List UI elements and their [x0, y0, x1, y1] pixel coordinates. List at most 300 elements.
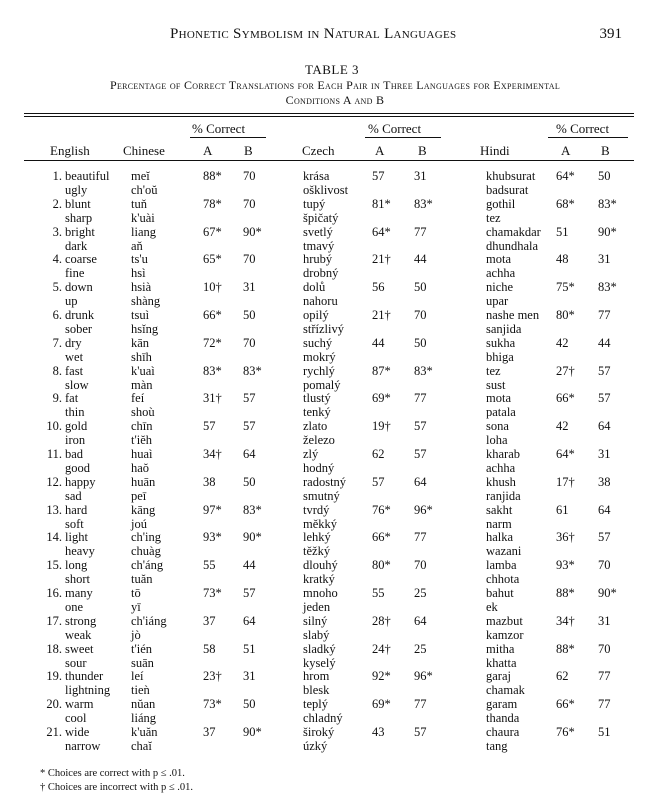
- row-number: 7.: [52, 335, 62, 350]
- chinese-word: k'uaì: [131, 363, 155, 378]
- chinese-word: feí: [131, 391, 145, 406]
- english-word: cool: [65, 711, 87, 726]
- hindi-a-value: 27†: [556, 363, 575, 378]
- hindi-b-value: 38: [598, 474, 611, 489]
- czech-word: dolů: [303, 280, 326, 295]
- hindi-word: garam: [486, 697, 518, 712]
- chinese-b-value: 70: [243, 335, 256, 350]
- chinese-word: haŏ: [131, 460, 150, 475]
- czech-word: blesk: [303, 683, 330, 698]
- chinese-a-header: A: [203, 143, 213, 158]
- hindi-word: chaura: [486, 724, 520, 739]
- chinese-word: yī: [131, 599, 141, 614]
- chinese-word: ch'ing: [131, 530, 162, 545]
- czech-a-value: 80*: [372, 558, 391, 573]
- hindi-b-value: 70: [598, 641, 611, 656]
- hindi-word: khubsurat: [486, 169, 536, 183]
- hindi-b-value: 31: [598, 252, 611, 267]
- czech-word: sladký: [303, 641, 336, 656]
- chinese-word: hsì: [131, 266, 146, 281]
- footnote-correct: * Choices are correct with p ≤ .01.: [40, 768, 185, 779]
- chinese-word: peī: [131, 488, 147, 503]
- czech-word: zlý: [303, 446, 319, 461]
- czech-a-value: 28†: [372, 613, 391, 628]
- row-number: 10.: [46, 419, 62, 434]
- footnote-incorrect: † Choices are incorrect with p ≤ .01.: [40, 782, 194, 793]
- table-row: [0, 643, 664, 671]
- table-top-rule: [24, 113, 634, 114]
- chinese-word: kān: [131, 335, 150, 350]
- running-head: [0, 26, 664, 48]
- chinese-word: chīn: [131, 419, 153, 434]
- english-word: heavy: [65, 544, 95, 559]
- chinese-b-value: 70: [243, 169, 256, 183]
- hindi-a-value: 93*: [556, 558, 575, 573]
- english-word: long: [65, 558, 88, 573]
- chinese-word: tuăn: [131, 572, 153, 587]
- english-word: dark: [65, 238, 88, 253]
- hindi-word: sakht: [486, 502, 513, 517]
- table-label: TABLE 3: [304, 62, 360, 77]
- hindi-word: khush: [486, 474, 516, 489]
- table-row: [0, 559, 664, 587]
- czech-word: tvrdý: [303, 502, 330, 517]
- english-word: coarse: [65, 252, 97, 267]
- czech-word: opilý: [303, 307, 329, 322]
- english-word: narrow: [65, 738, 101, 753]
- chinese-word: liang: [131, 224, 156, 239]
- hindi-a-value: 17†: [556, 474, 575, 489]
- hindi-b-value: 77: [598, 669, 611, 684]
- chinese-b-value: 83*: [243, 363, 262, 378]
- hindi-word: sust: [486, 377, 506, 392]
- chinese-word: chaĭ: [131, 738, 152, 753]
- hindi-word: narm: [486, 516, 512, 531]
- table-row: [0, 253, 664, 281]
- table-row: [0, 170, 664, 198]
- czech-a-value: 66*: [372, 530, 391, 545]
- hindi-a-value: 68*: [556, 196, 575, 211]
- chinese-a-value: 34†: [203, 446, 222, 461]
- chinese-b-value: 44: [243, 558, 256, 573]
- hindi-a-value: 64*: [556, 446, 575, 461]
- czech-a-value: 76*: [372, 502, 391, 517]
- table-row: [0, 587, 664, 615]
- czech-a-value: 55: [372, 585, 385, 600]
- chinese-word: leí: [131, 669, 144, 684]
- chinese-a-value: 10†: [203, 280, 222, 295]
- table-row: [0, 365, 664, 393]
- chinese-word: jò: [131, 627, 141, 642]
- chinese-b-value: 83*: [243, 502, 262, 517]
- english-word: wide: [65, 724, 90, 739]
- english-word: many: [65, 585, 93, 600]
- row-number: 3.: [52, 224, 62, 239]
- row-number: 18.: [46, 641, 62, 656]
- chinese-word: k'uài: [131, 210, 155, 225]
- english-word: bright: [65, 224, 95, 239]
- chinese-b-value: 50: [243, 307, 256, 322]
- hindi-word: mazbut: [486, 613, 523, 628]
- czech-b-value: 25: [414, 641, 427, 656]
- chinese-b-value: 64: [243, 613, 256, 628]
- english-word: sharp: [65, 210, 93, 225]
- hindi-word: chamak: [486, 683, 525, 698]
- czech-word: radostný: [303, 474, 347, 489]
- chinese-a-value: 58: [203, 641, 216, 656]
- header-rule: [24, 160, 634, 161]
- hindi-word: kharab: [486, 446, 521, 461]
- chinese-a-value: 57: [203, 419, 216, 434]
- table-row: [0, 531, 664, 559]
- hindi-b-value: 50: [598, 169, 611, 183]
- hindi-word: sanjida: [486, 321, 522, 336]
- czech-word: kratký: [303, 572, 335, 587]
- hindi-word: chamakdar: [486, 224, 541, 239]
- chinese-word: joú: [131, 516, 147, 531]
- row-number: 14.: [46, 530, 62, 545]
- row-number: 4.: [52, 252, 62, 267]
- hindi-b-value: 77: [598, 697, 611, 712]
- table-row: [0, 420, 664, 448]
- hindi-column-header: Hindi: [480, 143, 510, 158]
- czech-b-value: 77: [414, 224, 427, 239]
- hindi-word: thanda: [486, 711, 520, 726]
- chinese-word: shàng: [131, 294, 161, 309]
- chinese-word: chuàg: [131, 544, 161, 559]
- chinese-word: ch'áng: [131, 558, 164, 573]
- czech-b-value: 57: [414, 446, 427, 461]
- chinese-a-value: 73*: [203, 697, 222, 712]
- czech-word: měkký: [303, 516, 338, 531]
- running-head-title: Phonetic Symbolism in Natural Languages: [170, 26, 457, 42]
- czech-b-value: 25: [414, 585, 427, 600]
- hindi-b-value: 83*: [598, 280, 617, 295]
- hindi-a-value: 75*: [556, 280, 575, 295]
- hindi-word: tez: [486, 363, 501, 378]
- row-number: 13.: [46, 502, 62, 517]
- english-word: sad: [65, 488, 82, 503]
- english-word: down: [65, 280, 93, 295]
- table-row: [0, 198, 664, 226]
- hindi-a-value: 42: [556, 335, 569, 350]
- czech-b-value: 77: [414, 391, 427, 406]
- hindi-word: achha: [486, 266, 516, 281]
- chinese-a-value: 83*: [203, 363, 222, 378]
- hindi-word: chhota: [486, 572, 520, 587]
- czech-word: teplý: [303, 697, 328, 712]
- table-row: [0, 448, 664, 476]
- table-row: [0, 726, 664, 754]
- czech-b-value: 64: [414, 613, 427, 628]
- czech-word: kyselý: [303, 655, 336, 670]
- czech-b-value: 50: [414, 280, 427, 295]
- czech-b-value: 96*: [414, 502, 433, 517]
- chinese-word: màn: [131, 377, 153, 392]
- hindi-word: badsurat: [486, 183, 529, 197]
- hindi-word: sona: [486, 419, 509, 434]
- chinese-a-value: 72*: [203, 335, 222, 350]
- hindi-b-value: 57: [598, 391, 611, 406]
- row-number: 20.: [46, 697, 62, 712]
- english-word: thin: [65, 405, 85, 420]
- chinese-word: tō: [131, 585, 141, 600]
- czech-word: špičatý: [303, 210, 339, 225]
- czech-a-value: 57: [372, 169, 385, 183]
- english-word: beautiful: [65, 169, 110, 183]
- english-column-header: English: [50, 143, 90, 158]
- hindi-word: mota: [486, 391, 511, 406]
- czech-a-value: 44: [372, 335, 385, 350]
- czech-a-value: 56: [372, 280, 385, 295]
- chinese-a-value: 23†: [203, 669, 222, 684]
- row-number: 9.: [52, 391, 62, 406]
- chinese-word: k'uăn: [131, 724, 158, 739]
- czech-word: hodný: [303, 460, 335, 475]
- chinese-b-value: 57: [243, 585, 256, 600]
- english-word: fast: [65, 363, 84, 378]
- table-caption-line: Percentage of Correct Translations for Each Pair in Three Languages for Experimental: [109, 78, 561, 92]
- table-row: [0, 337, 664, 365]
- chinese-pct-correct-header: % Correct: [192, 121, 246, 136]
- chinese-b-value: 70: [243, 196, 256, 211]
- hindi-a-value: 80*: [556, 307, 575, 322]
- english-word: short: [65, 572, 90, 587]
- hindi-word: tez: [486, 210, 501, 225]
- english-word: dry: [65, 335, 82, 350]
- chinese-word: kāng: [131, 502, 156, 517]
- hindi-word: sukha: [486, 335, 516, 350]
- chinese-b-value: 51: [243, 641, 256, 656]
- czech-column-header: Czech: [302, 143, 335, 158]
- chinese-word: tsuì: [131, 307, 150, 322]
- english-word: drunk: [65, 307, 95, 322]
- czech-b-value: 70: [414, 558, 427, 573]
- czech-word: zlato: [303, 419, 328, 434]
- hindi-word: ek: [486, 599, 498, 614]
- czech-word: hrubý: [303, 252, 333, 267]
- english-word: wet: [65, 349, 84, 364]
- czech-word: tlustý: [303, 391, 331, 406]
- english-word: strong: [65, 613, 97, 628]
- hindi-word: niche: [486, 280, 514, 295]
- czech-word: široký: [303, 724, 335, 739]
- chinese-word: hsià: [131, 280, 152, 295]
- hindi-word: khatta: [486, 655, 517, 670]
- czech-word: těžký: [303, 544, 331, 559]
- hindi-word: dhundhala: [486, 238, 539, 253]
- row-number: 12.: [46, 474, 62, 489]
- hindi-word: bahut: [486, 585, 514, 600]
- chinese-word: suān: [131, 655, 154, 670]
- hindi-b-value: 64: [598, 419, 611, 434]
- row-number: 6.: [52, 307, 62, 322]
- chinese-word: huān: [131, 474, 156, 489]
- czech-a-value: 81*: [372, 196, 391, 211]
- table-row: [0, 698, 664, 726]
- hindi-b-value: 57: [598, 363, 611, 378]
- chinese-word: ch'oŭ: [131, 183, 158, 197]
- chinese-a-value: 38: [203, 474, 216, 489]
- czech-word: nahoru: [303, 294, 338, 309]
- hindi-b-value: 44: [598, 335, 611, 350]
- table-caption-line: Conditions A and B: [285, 93, 385, 107]
- chinese-a-value: 31†: [203, 391, 222, 406]
- czech-b-value: 64: [414, 474, 427, 489]
- czech-word: pomalý: [303, 377, 341, 392]
- hindi-word: kamzor: [486, 627, 524, 642]
- hindi-a-value: 62: [556, 669, 569, 684]
- czech-word: mnoho: [303, 585, 338, 600]
- hindi-a-value: 48: [556, 252, 569, 267]
- english-word: sweet: [65, 641, 94, 656]
- chinese-a-value: 67*: [203, 224, 222, 239]
- czech-b-value: 57: [414, 419, 427, 434]
- czech-word: dlouhý: [303, 558, 338, 573]
- chinese-word: ts'u: [131, 252, 148, 267]
- chinese-a-value: 97*: [203, 502, 222, 517]
- hindi-word: achha: [486, 460, 516, 475]
- hindi-b-header: B: [601, 143, 610, 158]
- hindi-word: halka: [486, 530, 514, 545]
- row-number: 5.: [52, 280, 62, 295]
- chinese-word: tuň: [131, 196, 147, 211]
- czech-a-header: A: [375, 143, 385, 158]
- hindi-b-value: 90*: [598, 224, 617, 239]
- hindi-b-value: 90*: [598, 585, 617, 600]
- chinese-word: huaì: [131, 446, 153, 461]
- english-word: lightning: [65, 683, 111, 698]
- czech-a-value: 62: [372, 446, 385, 461]
- czech-word: tupý: [303, 196, 326, 211]
- czech-word: mokrý: [303, 349, 336, 364]
- chinese-word: shoù: [131, 405, 155, 420]
- english-word: sober: [65, 321, 93, 336]
- chinese-column-header: Chinese: [123, 143, 165, 158]
- czech-a-value: 87*: [372, 363, 391, 378]
- czech-word: silný: [303, 613, 328, 628]
- hindi-a-value: 61: [556, 502, 569, 517]
- row-number: 1.: [52, 169, 62, 183]
- row-number: 15.: [46, 558, 62, 573]
- czech-b-value: 57: [414, 724, 427, 739]
- table-row: [0, 309, 664, 337]
- hindi-b-value: 64: [598, 502, 611, 517]
- czech-a-value: 21†: [372, 252, 391, 267]
- chinese-b-value: 50: [243, 697, 256, 712]
- chinese-a-value: 73*: [203, 585, 222, 600]
- czech-word: jeden: [303, 599, 331, 614]
- row-number: 17.: [46, 613, 62, 628]
- table-row: [0, 392, 664, 420]
- footnotes: [40, 767, 193, 795]
- hindi-word: mitha: [486, 641, 515, 656]
- hindi-a-value: 88*: [556, 641, 575, 656]
- hindi-word: patala: [486, 405, 516, 420]
- english-word: light: [65, 530, 88, 545]
- chinese-word: aň: [131, 238, 143, 253]
- chinese-b-value: 50: [243, 474, 256, 489]
- chinese-word: liáng: [131, 711, 156, 726]
- czech-word: svetlý: [303, 224, 333, 239]
- czech-a-value: 69*: [372, 697, 391, 712]
- hindi-a-value: 66*: [556, 697, 575, 712]
- english-word: gold: [65, 419, 88, 434]
- english-word: happy: [65, 474, 96, 489]
- czech-word: lehký: [303, 530, 331, 545]
- table-caption: [30, 78, 640, 108]
- chinese-b-value: 57: [243, 419, 256, 434]
- page-number: 391: [599, 26, 622, 42]
- czech-b-value: 70: [414, 307, 427, 322]
- chinese-word: meĭ: [131, 169, 150, 183]
- chinese-b-value: 57: [243, 391, 256, 406]
- table-row: [0, 504, 664, 532]
- english-word: ugly: [65, 183, 88, 197]
- english-word: fine: [65, 266, 85, 281]
- hindi-b-value: 77: [598, 307, 611, 322]
- czech-word: krása: [303, 169, 330, 183]
- czech-word: tenký: [303, 405, 331, 420]
- chinese-a-value: 78*: [203, 196, 222, 211]
- czech-word: chladný: [303, 711, 343, 726]
- english-word: weak: [65, 627, 92, 642]
- hindi-a-value: 76*: [556, 724, 575, 739]
- chinese-b-value: 90*: [243, 224, 262, 239]
- hindi-b-value: 31: [598, 613, 611, 628]
- english-word: good: [65, 460, 90, 475]
- czech-word: slabý: [303, 627, 330, 642]
- english-word: one: [65, 599, 84, 614]
- czech-a-value: 64*: [372, 224, 391, 239]
- table-row: [0, 476, 664, 504]
- chinese-word: tieǹ: [131, 683, 150, 698]
- table-body: [0, 170, 664, 754]
- czech-a-value: 24†: [372, 641, 391, 656]
- hindi-a-value: 34†: [556, 613, 575, 628]
- czech-b-value: 31: [414, 169, 427, 183]
- english-word: fat: [65, 391, 79, 406]
- czech-b-value: 96*: [414, 669, 433, 684]
- czech-b-value: 50: [414, 335, 427, 350]
- czech-word: rychlý: [303, 363, 335, 378]
- hindi-b-value: 83*: [598, 196, 617, 211]
- czech-word: tmavý: [303, 238, 335, 253]
- hindi-word: mota: [486, 252, 511, 267]
- row-number: 21.: [46, 724, 62, 739]
- czech-b-header: B: [418, 143, 427, 158]
- hindi-b-value: 57: [598, 530, 611, 545]
- chinese-word: hsǐng: [131, 321, 159, 336]
- czech-a-value: 57: [372, 474, 385, 489]
- czech-b-value: 77: [414, 530, 427, 545]
- chinese-a-value: 37: [203, 724, 216, 739]
- chinese-word: t'iĕh: [131, 433, 152, 448]
- czech-a-value: 43: [372, 724, 385, 739]
- header-underline: [548, 137, 628, 138]
- hindi-b-value: 31: [598, 446, 611, 461]
- czech-word: střízlivý: [303, 321, 344, 336]
- chinese-b-value: 70: [243, 252, 256, 267]
- hindi-word: ranjida: [486, 488, 521, 503]
- hindi-a-header: A: [561, 143, 571, 158]
- chinese-b-value: 90*: [243, 724, 262, 739]
- table-row: [0, 615, 664, 643]
- chinese-b-value: 31: [243, 669, 256, 684]
- czech-word: úzký: [303, 738, 328, 753]
- english-word: hard: [65, 502, 88, 517]
- chinese-a-value: 88*: [203, 169, 222, 183]
